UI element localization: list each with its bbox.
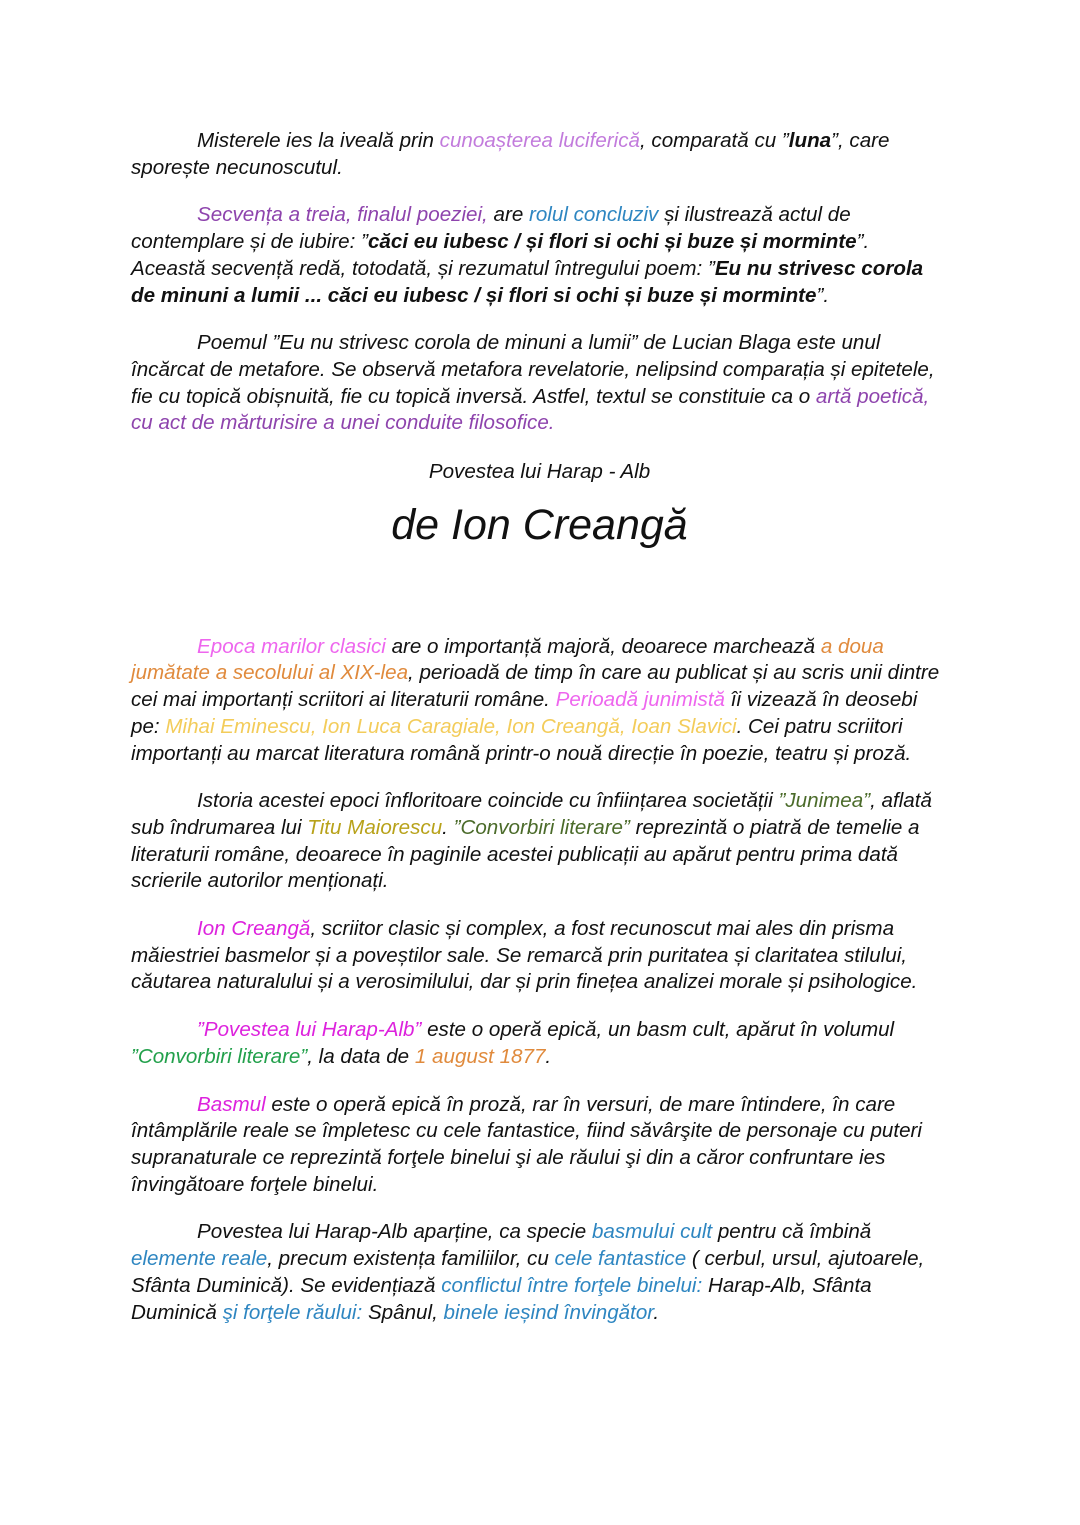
highlight-term: artă poetică, cu act de mărturisire a unei conduite filosofice. bbox=[131, 384, 930, 435]
bold-quote: Eu nu strivesc corola de minuni a lumii ... căci eu iubesc / și flori si ochi și buze și morminte bbox=[131, 256, 924, 307]
paragraph-poem-conclusion: Poemul ”Eu nu strivesc corola de minuni a lumii” de Lucian Blaga este unul încărcat de metafore. Se observă metafora revelatorie, nelipsind comparația și epitetele, fie cu topică obișnuită, fie cu topică inversă. Astfel, textul se constituie ca o artă poetică, cu act de mărturisire a unei conduite filosofice. bbox=[131, 331, 935, 435]
paragraph-junimea: Istoria acestei epoci înfloritoare coincide cu înființarea societății ”Junimea”, aflată sub îndrumarea lui Titu Maiorescu. ”Convorbiri literare” reprezintă o piatră de temelie a literaturii române, deoarece în paginile acestei publicații au apărut pentru prima dată scrierile autorilor menționați. bbox=[131, 789, 932, 893]
highlight-term: ”Convorbiri literare” bbox=[453, 815, 630, 839]
section-title: de Ion Creangă bbox=[391, 500, 688, 549]
highlight-term: Perioadă junimistă bbox=[555, 688, 726, 712]
highlight-term: basmului cult bbox=[591, 1220, 713, 1244]
highlight-term: Secvența a treia, finalul poeziei, bbox=[197, 203, 488, 227]
highlight-term: conflictul între forţele binelui: bbox=[441, 1273, 703, 1297]
highlight-term: şi forţele răului: bbox=[222, 1300, 363, 1324]
highlight-term: rolul concluziv bbox=[529, 203, 659, 227]
highlight-term: binele ieșind învingător bbox=[443, 1300, 654, 1324]
highlight-term: Epoca marilor clasici bbox=[197, 634, 386, 658]
bold-quote: căci eu iubesc / și flori si ochi și buze și morminte bbox=[367, 230, 857, 254]
paragraph-third-sequence: Secvența a treia, finalul poeziei, are rolul concluziv și ilustrează actul de contemplare și de iubire: ”căci eu iubesc / și flori si ochi și buze și morminte”. Această secvență redă, totodată, și rezumatul întregului poem: ”Eu nu strivesc corola de minuni a lumii ... căci eu iubesc / și flori si ochi și buze și morminte”. bbox=[131, 203, 924, 307]
highlight-term: a doua jumătate a secolului al XIX-lea bbox=[131, 634, 884, 685]
section-subtitle: Povestea lui Harap - Alb bbox=[428, 460, 651, 484]
highlight-term: cele fantastice bbox=[554, 1247, 687, 1271]
highlight-term: Ion Creangă bbox=[197, 917, 311, 941]
highlight-term: ”Povestea lui Harap-Alb” bbox=[197, 1018, 422, 1042]
paragraph-classics-epoch: Epoca marilor clasici are o importanță majoră, deoarece marchează a doua jumătate a secolului al XIX-lea, perioadă de timp în care au publicat și au scris unii dintre cei mai importanți scriitori ai literaturii române. Perioadă junimistă îi vizează în deosebi pe: Mihai Eminescu, Ion Luca Caragiale, Ion Creangă, Ioan Slavici. Cei patru scriitori importanți au marcat literatura română printr-o nouă direcție în poezie, teatru și proză. bbox=[131, 634, 940, 765]
highlight-term: Titu Maiorescu bbox=[307, 815, 443, 839]
highlight-term: ”Convorbiri literare” bbox=[131, 1044, 308, 1068]
highlight-term: ”Junimea” bbox=[778, 789, 871, 813]
paragraph-ion-creanga: Ion Creangă, scriitor clasic și complex, a fost recunoscut mai ales din prisma măiestriei basmelor și a poveștilor sale. Se remarcă prin puritatea și claritatea stilului, căutarea naturalului și a verosimilului, dar și prin finețea analizei morale și psihologice. bbox=[131, 917, 918, 994]
paragraph-basm-definition: Basmul este o operă epică în proză, rar în versuri, de mare întindere, în care întâmplările reale se împletesc cu cele fantastice, fiind săvârşite de personaje cu puteri supranaturale ce reprezintă forţele binelui şi ale răului şi din a căror confruntare ies învingătoare forţele binelui. bbox=[131, 1092, 922, 1196]
highlight-term: 1 august 1877 bbox=[414, 1044, 546, 1068]
highlight-term: Basmul bbox=[197, 1092, 266, 1116]
bold-quote: luna bbox=[788, 129, 832, 152]
paragraph-harap-alb-species: Povestea lui Harap-Alb aparține, ca specie basmului cult pentru că îmbină elemente reale, precum existența familiilor, cu cele fantastice ( cerbul, ursul, ajutoarele, Sfânta Duminică). Se evidențiază conflictul între forţele binelui: Harap-Alb, Sfânta Duminică şi forţele răului: Spânul, binele ieșind învingător. bbox=[131, 1220, 925, 1324]
paragraph-luciferic-knowledge: Misterele ies la iveală prin cunoașterea luciferică, comparată cu ”luna”, care sporește necunoscutul. bbox=[131, 129, 890, 179]
highlight-term: Mihai Eminescu, Ion Luca Caragiale, Ion Creangă, Ioan Slavici bbox=[165, 714, 737, 738]
highlight-term: elemente reale bbox=[131, 1247, 268, 1271]
highlight-term: cunoașterea luciferică bbox=[439, 129, 640, 152]
paragraph-harap-alb-publication: ”Povestea lui Harap-Alb” este o operă epică, un basm cult, apărut în volumul ”Convorbiri literare”, la data de 1 august 1877. bbox=[131, 1018, 895, 1068]
